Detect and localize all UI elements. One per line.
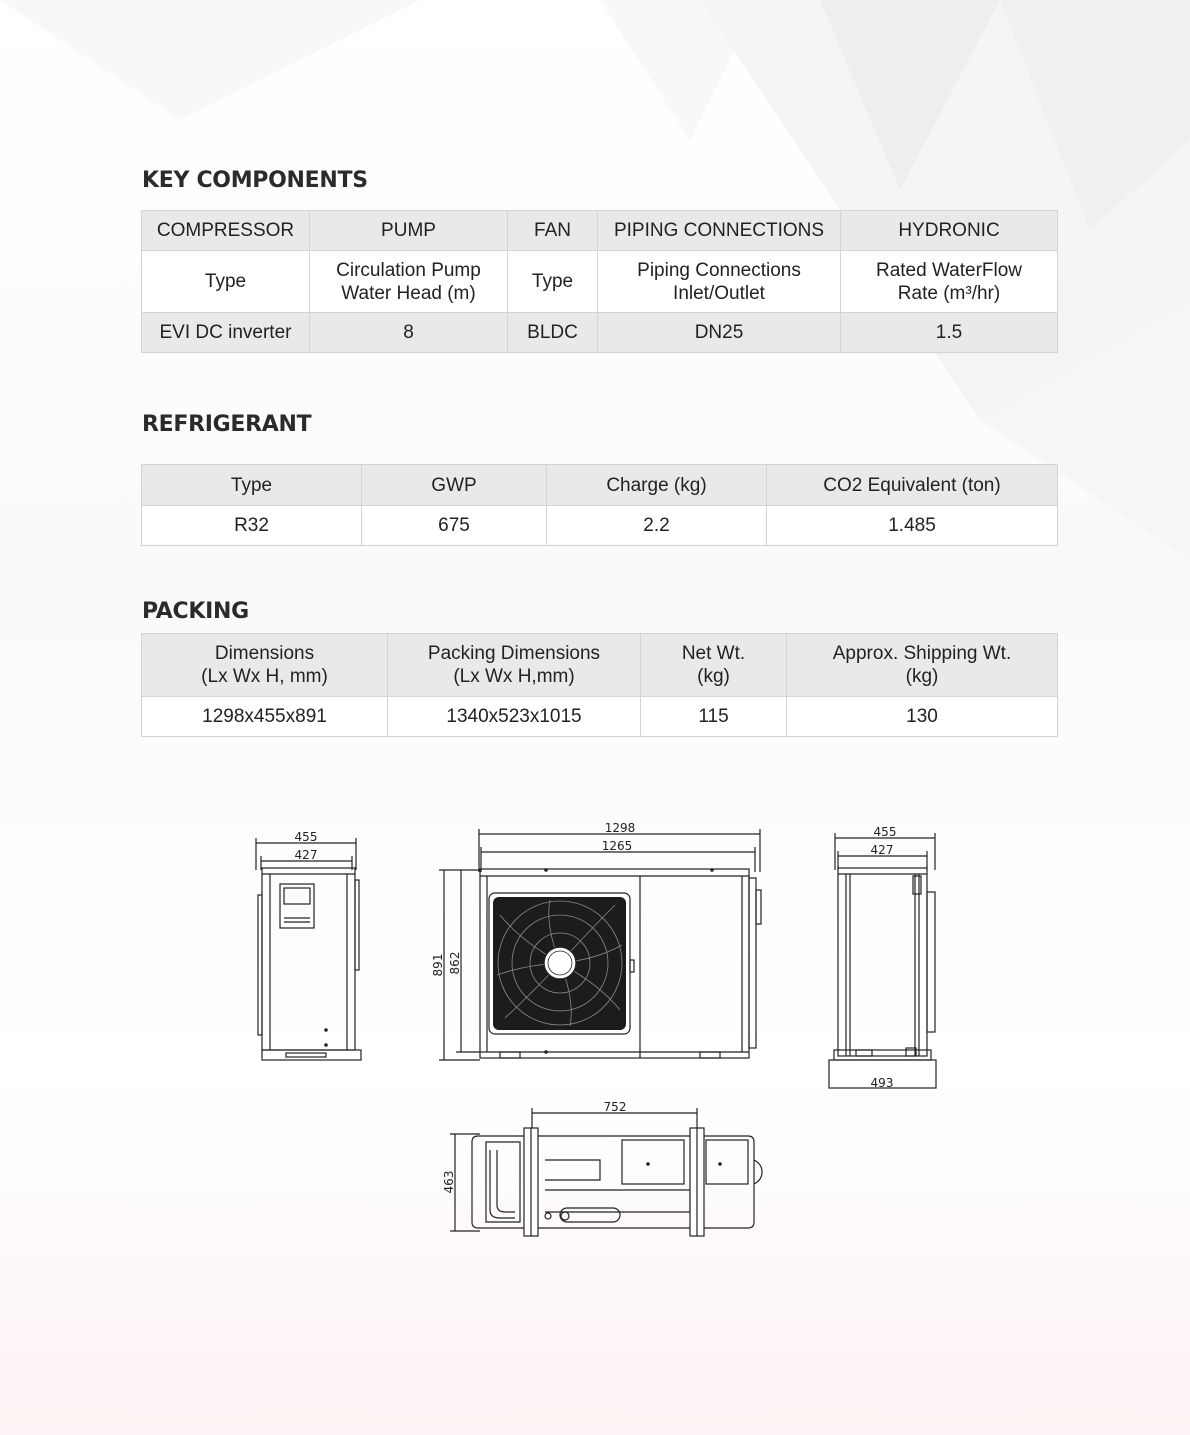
header-gwp: GWP	[362, 465, 547, 506]
pump-label: Circulation Pump Water Head (m)	[310, 251, 508, 313]
pump-value: 8	[310, 313, 508, 353]
packing-table	[141, 633, 1058, 737]
table-header-row	[142, 211, 1058, 251]
piping-label: Piping Connections Inlet/Outlet	[598, 251, 841, 313]
refrigerant-table	[141, 464, 1058, 546]
technical-drawings	[0, 790, 1190, 1250]
packing-title: PACKING	[142, 599, 249, 624]
hydronic-label: Rated WaterFlow Rate (m³/hr)	[841, 251, 1058, 313]
front-view	[439, 829, 761, 1060]
charge-value: 2.2	[547, 506, 767, 546]
dim-front-body-width: 1265	[601, 839, 633, 853]
dim-right-inner-width: 427	[870, 843, 894, 857]
key-components-table	[141, 210, 1058, 353]
dim-front-overall-height: 891	[431, 953, 445, 977]
dim-front-overall-width: 1298	[604, 821, 636, 835]
refrigerant-type-value: R32	[142, 506, 362, 546]
fan-value: BLDC	[508, 313, 598, 353]
header-type: Type	[142, 465, 362, 506]
header-compressor: COMPRESSOR	[142, 211, 310, 251]
gwp-value: 675	[362, 506, 547, 546]
refrigerant-title: REFRIGERANT	[142, 412, 312, 437]
header-shipping-weight: Approx. Shipping Wt. (kg)	[787, 634, 1058, 697]
dim-top-depth: 463	[442, 1170, 456, 1194]
table-header-row	[142, 465, 1058, 506]
key-components-title: KEY COMPONENTS	[142, 168, 368, 193]
header-piping-connections: PIPING CONNECTIONS	[598, 211, 841, 251]
header-dimensions: Dimensions (Lx Wx H, mm)	[142, 634, 388, 697]
table-row	[142, 251, 1058, 313]
fan-label: Type	[508, 251, 598, 313]
header-hydronic: HYDRONIC	[841, 211, 1058, 251]
dim-left-outer-width: 455	[294, 830, 318, 844]
dim-left-inner-width: 427	[294, 848, 318, 862]
dim-front-body-height: 862	[448, 951, 462, 975]
packing-dimensions-value: 1340x523x1015	[388, 697, 641, 737]
table-header-row	[142, 634, 1058, 697]
top-view	[450, 1108, 762, 1236]
header-charge: Charge (kg)	[547, 465, 767, 506]
co2-equivalent-value: 1.485	[767, 506, 1058, 546]
header-co2-equivalent: CO2 Equivalent (ton)	[767, 465, 1058, 506]
header-net-weight: Net Wt. (kg)	[641, 634, 787, 697]
dim-right-outer-width: 455	[873, 825, 897, 839]
shipping-weight-value: 130	[787, 697, 1058, 737]
dimensions-value: 1298x455x891	[142, 697, 388, 737]
table-row	[142, 697, 1058, 737]
header-packing-dimensions: Packing Dimensions (Lx Wx H,mm)	[388, 634, 641, 697]
dim-top-bracket-spacing: 752	[603, 1100, 627, 1114]
table-row	[142, 506, 1058, 546]
header-fan: FAN	[508, 211, 598, 251]
side-view-left	[256, 838, 361, 1060]
compressor-value: EVI DC inverter	[142, 313, 310, 353]
side-view-right	[829, 833, 936, 1088]
table-row	[142, 313, 1058, 353]
net-weight-value: 115	[641, 697, 787, 737]
hydronic-value: 1.5	[841, 313, 1058, 353]
compressor-label: Type	[142, 251, 310, 313]
header-pump: PUMP	[310, 211, 508, 251]
piping-value: DN25	[598, 313, 841, 353]
dim-right-base-width: 493	[870, 1076, 894, 1090]
